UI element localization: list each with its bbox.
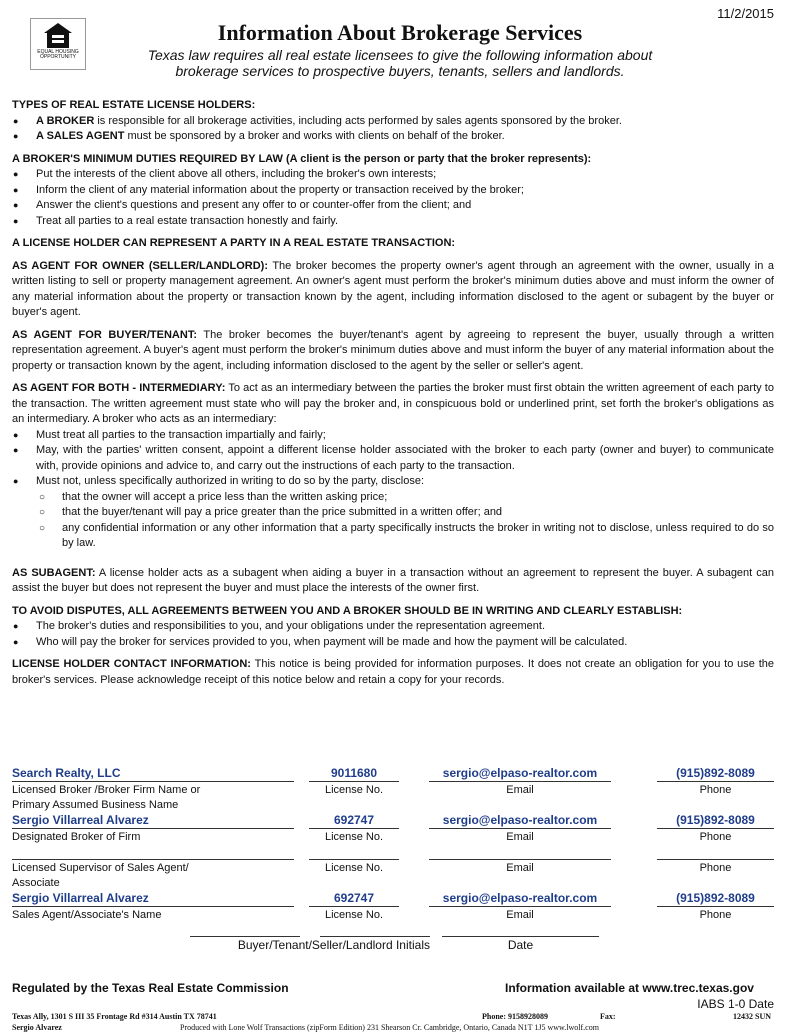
item-bold: A BROKER [36,114,95,127]
broker-phone-field[interactable]: (915)892-8089 [657,766,774,782]
subagent-heading: AS SUBAGENT: [12,566,96,579]
owner-text: The broker becomes the property owner's agent through an agreement with the owner, usually in a written listing to sell or property management agreement. An owner's agent must perform the broker's minimum duties above and must inform the owner of any material information about the property or transaction known by the agent, including information disclosed to the agent or subagent by the buyer or buyer's agent. [12,259,775,318]
duties-heading: A BROKER'S MINIMUM DUTIES REQUIRED BY LAW (A client is the person or party that the broker represents): [12,152,592,165]
regulated-notice: Regulated by the Texas Real Estate Commission [12,981,289,995]
broker-firm-name-field[interactable]: Search Realty, LLC [12,766,294,782]
label [12,783,294,813]
label-line: Primary Assumed Business Name [12,799,179,811]
designated-broker-name-field[interactable]: Sergio Villarreal Alvarez [12,813,294,829]
item-text: must be sponsored by a broker and works with clients on behalf of the broker. [124,130,505,142]
disclose-list [36,490,774,552]
intermediary-text: To act as an intermediary between the parties the broker must first obtain the written agreement of each party to the transaction. The written agreement must state who will pay the broker and, in conspicuous bold or underlined print, set forth the broker's obligations as an intermediary. A broker who acts as an intermediary: [12,382,774,425]
supervisor-name-field[interactable] [12,844,294,860]
subtitle-line-1: Texas law requires all real estate licensees to give the following information about [147,47,653,63]
list-item [12,114,774,130]
disputes-heading: TO AVOID DISPUTES, ALL AGREEMENTS BETWEEN YOU AND A BROKER SHOULD BE IN WRITING AND CLEARLY ESTABLISH: [12,604,683,617]
intermediary-heading: AS AGENT FOR BOTH - INTERMEDIARY: [12,382,226,394]
list-item: ● Inform the client of any material information about the property or transaction received by the broker; [12,183,774,199]
footer-fax: Fax: [600,1012,616,1021]
sales-agent-license-field[interactable]: 692747 [309,891,399,907]
footer-address: Texas Ally, 1301 S III 35 Frontage Rd #314 Austin TX 78741 [12,1012,217,1021]
buyer-heading: AS AGENT FOR BUYER/TENANT: [12,328,197,341]
sales-agent-phone-field[interactable]: (915)892-8089 [657,891,774,907]
supervisor-email-field[interactable] [429,844,611,860]
logo-text-1: EQUAL HOUSING [37,49,79,55]
trec-info: Information available at www.trec.texas.gov [505,981,754,995]
buyer-initials-field-2[interactable] [320,921,430,937]
owner-paragraph [12,259,774,321]
label: License No. [324,862,384,874]
subtitle-line-2: brokerage services to prospective buyers, tenants, sellers and landlords. [175,63,625,79]
list-item: ● May, with the parties' written consent, appoint a different license holder associated with the broker to each party (owner and buyer) to communicate with, provide opinions and advice to, and carry out the instructions of each party to the transaction. [12,443,774,474]
subagent-text: A license holder acts as a subagent when aiding a buyer in a transaction without an agreement to represent the buyer. A subagent can assist the buyer but does not represent the buyer and must place the interests of the owner first. [12,566,775,594]
label: Email [506,909,534,921]
subagent-paragraph [12,566,774,597]
logo-text-2: OPPORTUNITY [39,54,77,60]
document-body [12,98,774,695]
footer-produced: Produced with Lone Wolf Transactions (zipForm Edition) 231 Shearson Cr. Cambridge, Ontario, Canada N1T 1J5 www.lwolf.com [180,1023,599,1032]
types-heading: TYPES OF REAL ESTATE LICENSE HOLDERS: [12,99,256,111]
form-date: 11/2/2015 [717,6,774,21]
label: Phone [699,909,732,921]
supervisor-license-field[interactable] [309,844,399,860]
list-item [12,129,774,145]
date-field[interactable] [442,921,599,937]
date-label: Date [507,938,534,952]
label: Email [506,784,534,796]
label: Email [506,831,534,843]
contact-info-text: This notice is being provided for information purposes. It does not create an obligation for you to use the broker's services. Please acknowledge receipt of this notice below and retain a copy for your records. [12,658,774,686]
intermediary-list [12,428,774,552]
list-item: ● Treat all parties to a real estate transaction honestly and fairly. [12,214,774,230]
designated-broker-email-field[interactable]: sergio@elpaso-realtor.com [429,813,611,829]
item-text: Must not, unless specifically authorized in writing to do so by the party, disclose: [36,475,425,487]
buyer-text: The broker becomes the buyer/tenant's agent by agreeing to represent the buyer, usually through a written representation agreement. A buyer's agent must perform the broker's minimum duties above and must inform the buyer of any material information about the property or transaction known by the agent, including information disclosed to the agent by the seller or seller's agent. [12,328,775,372]
label: License No. [324,784,384,796]
page-subtitle [120,47,680,79]
types-list [12,114,774,145]
list-item: ● Must treat all parties to the transaction impartially and fairly; [12,428,774,444]
disputes-list [12,619,774,650]
item-bold: A SALES AGENT [36,130,125,142]
list-item: ● Who will pay the broker for services provided to you, when payment will be made and how the payment will be calculated. [12,635,774,651]
initials-label: Buyer/Tenant/Seller/Landlord Initials [237,938,430,952]
buyer-paragraph [12,328,774,375]
label: Email [506,862,534,874]
label: Designated Broker of Firm [12,831,141,843]
designated-broker-phone-field[interactable]: (915)892-8089 [657,813,774,829]
represent-heading: A LICENSE HOLDER CAN REPRESENT A PARTY IN A REAL ESTATE TRANSACTION: [12,237,456,249]
footer-agent: Sergio Alvarez [12,1023,62,1032]
contact-info-paragraph [12,657,774,688]
label: License No. [324,831,384,843]
sales-agent-name-field[interactable]: Sergio Villarreal Alvarez [12,891,294,907]
duties-list [12,167,774,229]
buyer-initials-field-1[interactable] [190,921,300,937]
label: License No. [324,909,384,921]
list-item: ● Answer the client's questions and present any offer to or counter-offer from the client; and [12,198,774,214]
list-item: ● The broker's duties and responsibilities to you, and your obligations under the representation agreement. [12,619,774,635]
item-text: is responsible for all brokerage activities, including acts performed by sales agents sponsored by the broker. [94,114,622,127]
designated-broker-license-field[interactable]: 692747 [309,813,399,829]
list-item [12,474,774,552]
owner-heading: AS AGENT FOR OWNER (SELLER/LANDLORD): [12,259,269,272]
contact-info-heading: LICENSE HOLDER CONTACT INFORMATION: [12,658,251,670]
label: Phone [699,784,732,796]
label: Phone [699,831,732,843]
label-line: Licensed Supervisor of Sales Agent/ [12,862,189,874]
footer-phone: Phone: 9158928089 [482,1012,548,1021]
label: Sales Agent/Associate's Name [12,909,162,921]
sub-list-item: ○ that the buyer/tenant will pay a price greater than the price submitted in a written offer; and [36,505,774,521]
supervisor-phone-field[interactable] [657,844,774,860]
intermediary-paragraph [12,381,774,428]
broker-license-field[interactable]: 9011680 [309,766,399,782]
iabs-date: IABS 1-0 Date [697,997,774,1011]
broker-email-field[interactable]: sergio@elpaso-realtor.com [429,766,611,782]
sales-agent-email-field[interactable]: sergio@elpaso-realtor.com [429,891,611,907]
page-title: Information About Brokerage Services [217,20,583,45]
label [12,861,294,891]
label-line: Licensed Broker /Broker Firm Name or [12,784,201,796]
sub-list-item: ○ that the owner will accept a price less than the written asking price; [36,490,774,506]
footer-code: 12432 SUN [733,1012,772,1021]
label: Phone [699,862,732,874]
label-line: Associate [12,877,60,889]
list-item: ● Put the interests of the client above all others, including the broker's own interests; [12,167,774,183]
sub-list-item: ○ any confidential information or any other information that a party specifically instructs the broker in writing not to disclose, unless required to do so by law. [36,521,774,552]
